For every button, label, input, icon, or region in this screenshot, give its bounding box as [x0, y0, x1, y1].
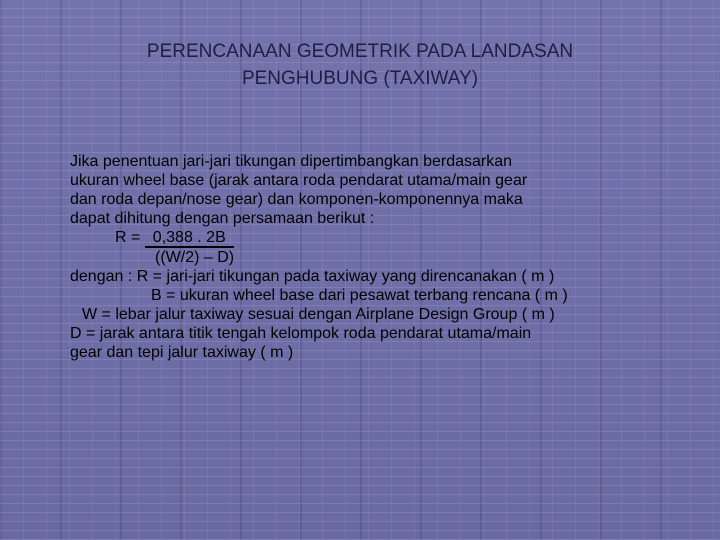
definition-line: dengan : R = jari-jari tikungan pada taxiway yang direncanakan ( m ): [70, 268, 555, 285]
slide-body: [70, 152, 690, 362]
definition-line: B = ukuran wheel base dari pesawat terbang rencana ( m ): [151, 287, 568, 304]
formula-denominator: ((W/2) – D): [155, 249, 235, 266]
paragraph-line: Jika penentuan jari-jari tikungan dipertimbangkan berdasarkan: [70, 153, 513, 170]
definition-line: W = lebar jalur taxiway sesuai dengan Airplane Design Group ( m ): [82, 306, 555, 323]
title-line-1: PERENCANAAN GEOMETRIK PADA LANDASAN: [146, 41, 574, 62]
definition-line: gear dan tepi jalur taxiway ( m ): [70, 344, 294, 361]
paragraph-line: dapat dihitung dengan persamaan berikut :: [70, 210, 375, 227]
paragraph-line: dan roda depan/nose gear) dan komponen-komponennya maka: [70, 191, 523, 208]
formula-numerator: 0,388 . 2B: [145, 230, 234, 248]
definition-line: D = jarak antara titik tengah kelompok roda pendarat utama/main: [70, 325, 532, 342]
title-line-2: PENGHUBUNG (TAXIWAY): [241, 68, 479, 89]
formula-lhs: R =: [115, 229, 145, 246]
slide-title: [60, 38, 660, 92]
formula-line: [70, 228, 690, 248]
paragraph-line: ukuran wheel base (jarak antara roda pendarat utama/main gear: [70, 172, 528, 189]
